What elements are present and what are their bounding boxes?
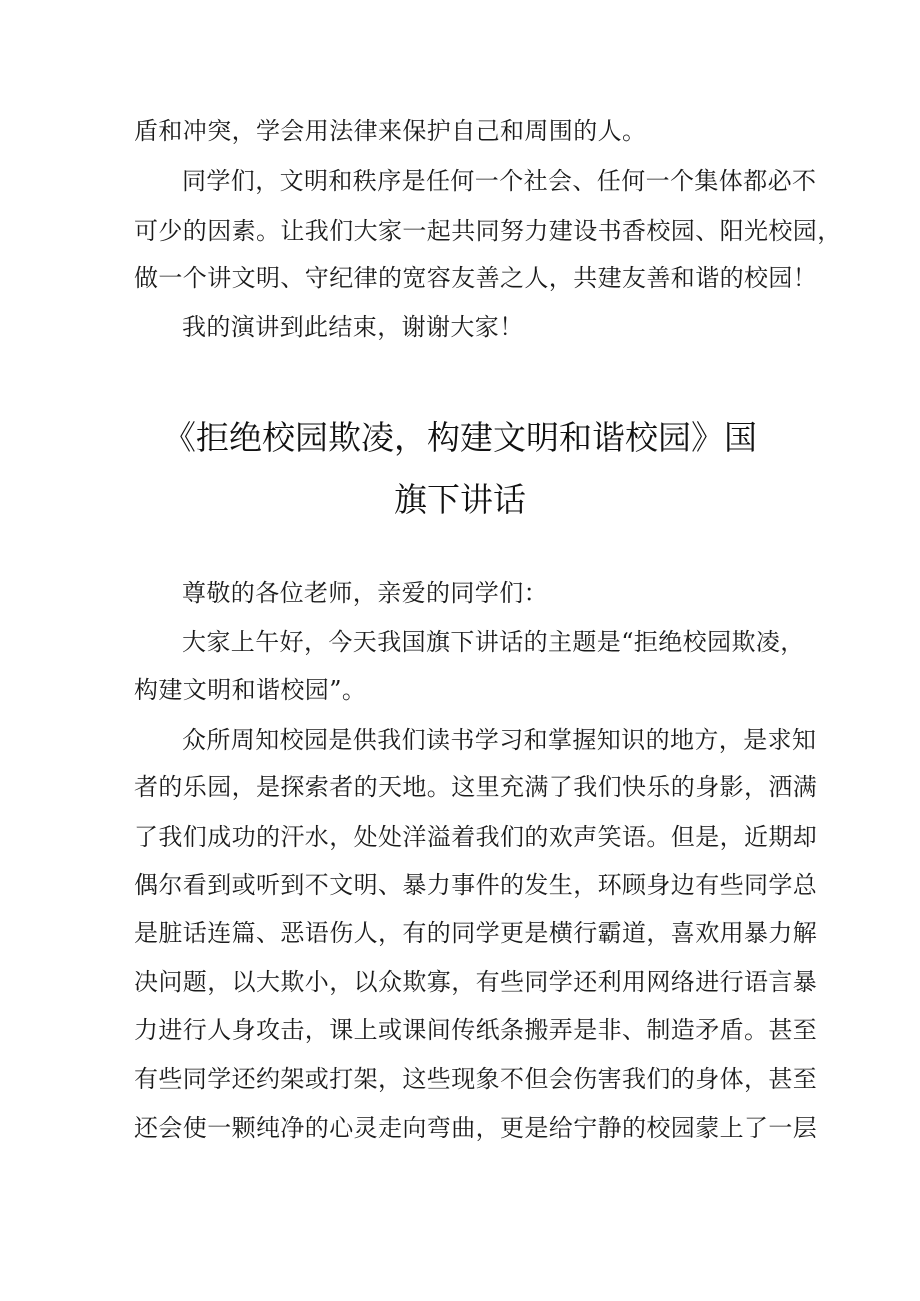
paragraph-line: 可少的因素。让我们大家一起共同努力建设书香校园、阳光校园， [134,217,842,245]
paragraph-line: 偶尔看到或听到不文明、暴力事件的发生，环顾身边有些同学总 [134,871,818,899]
paragraph-line: 力进行人身攻击，课上或课间传纸条搬弄是非、制造矛盾。甚至 [134,1016,818,1044]
closing-line: 我的演讲到此结束，谢谢大家！ [182,313,524,341]
paragraph-line: 了我们成功的汗水，处处洋溢着我们的欢声笑语。但是，近期却 [134,823,818,851]
paragraph-line: 还会使一颗纯净的心灵走向弯曲，更是给宁静的校园蒙上了一层 [134,1114,818,1142]
paragraph-line: 做一个讲文明、守纪律的宽容友善之人，共建友善和谐的校园！ [134,264,818,292]
paragraph-line: 大家上午好，今天我国旗下讲话的主题是“拒绝校园欺凌， [182,628,805,656]
paragraph-line: 决问题，以大欺小，以众欺寡，有些同学还利用网络进行语言暴 [134,968,818,996]
speech-title-line-1: 《拒绝校园欺凌，构建文明和谐校园》国 [163,418,757,457]
paragraph-line: 构建文明和谐校园”。 [134,676,367,704]
paragraph-line: 盾和冲突，学会用法律来保护自己和周围的人。 [134,117,647,145]
speech-title-line-2: 旗下讲话 [394,480,526,519]
paragraph-line: 者的乐园，是探索者的天地。这里充满了我们快乐的身影，洒满 [134,773,818,801]
paragraph-line: 众所周知校园是供我们读书学习和掌握知识的地方，是求知 [182,726,817,754]
salutation-line: 尊敬的各位老师，亲爱的同学们： [182,579,548,607]
paragraph-line: 是脏话连篇、恶语伤人，有的同学更是横行霸道，喜欢用暴力解 [134,919,818,947]
paragraph-line: 有些同学还约架或打架，这些现象不但会伤害我们的身体，甚至 [134,1065,818,1093]
paragraph-line: 同学们，文明和秩序是任何一个社会、任何一个集体都必不 [182,167,817,195]
